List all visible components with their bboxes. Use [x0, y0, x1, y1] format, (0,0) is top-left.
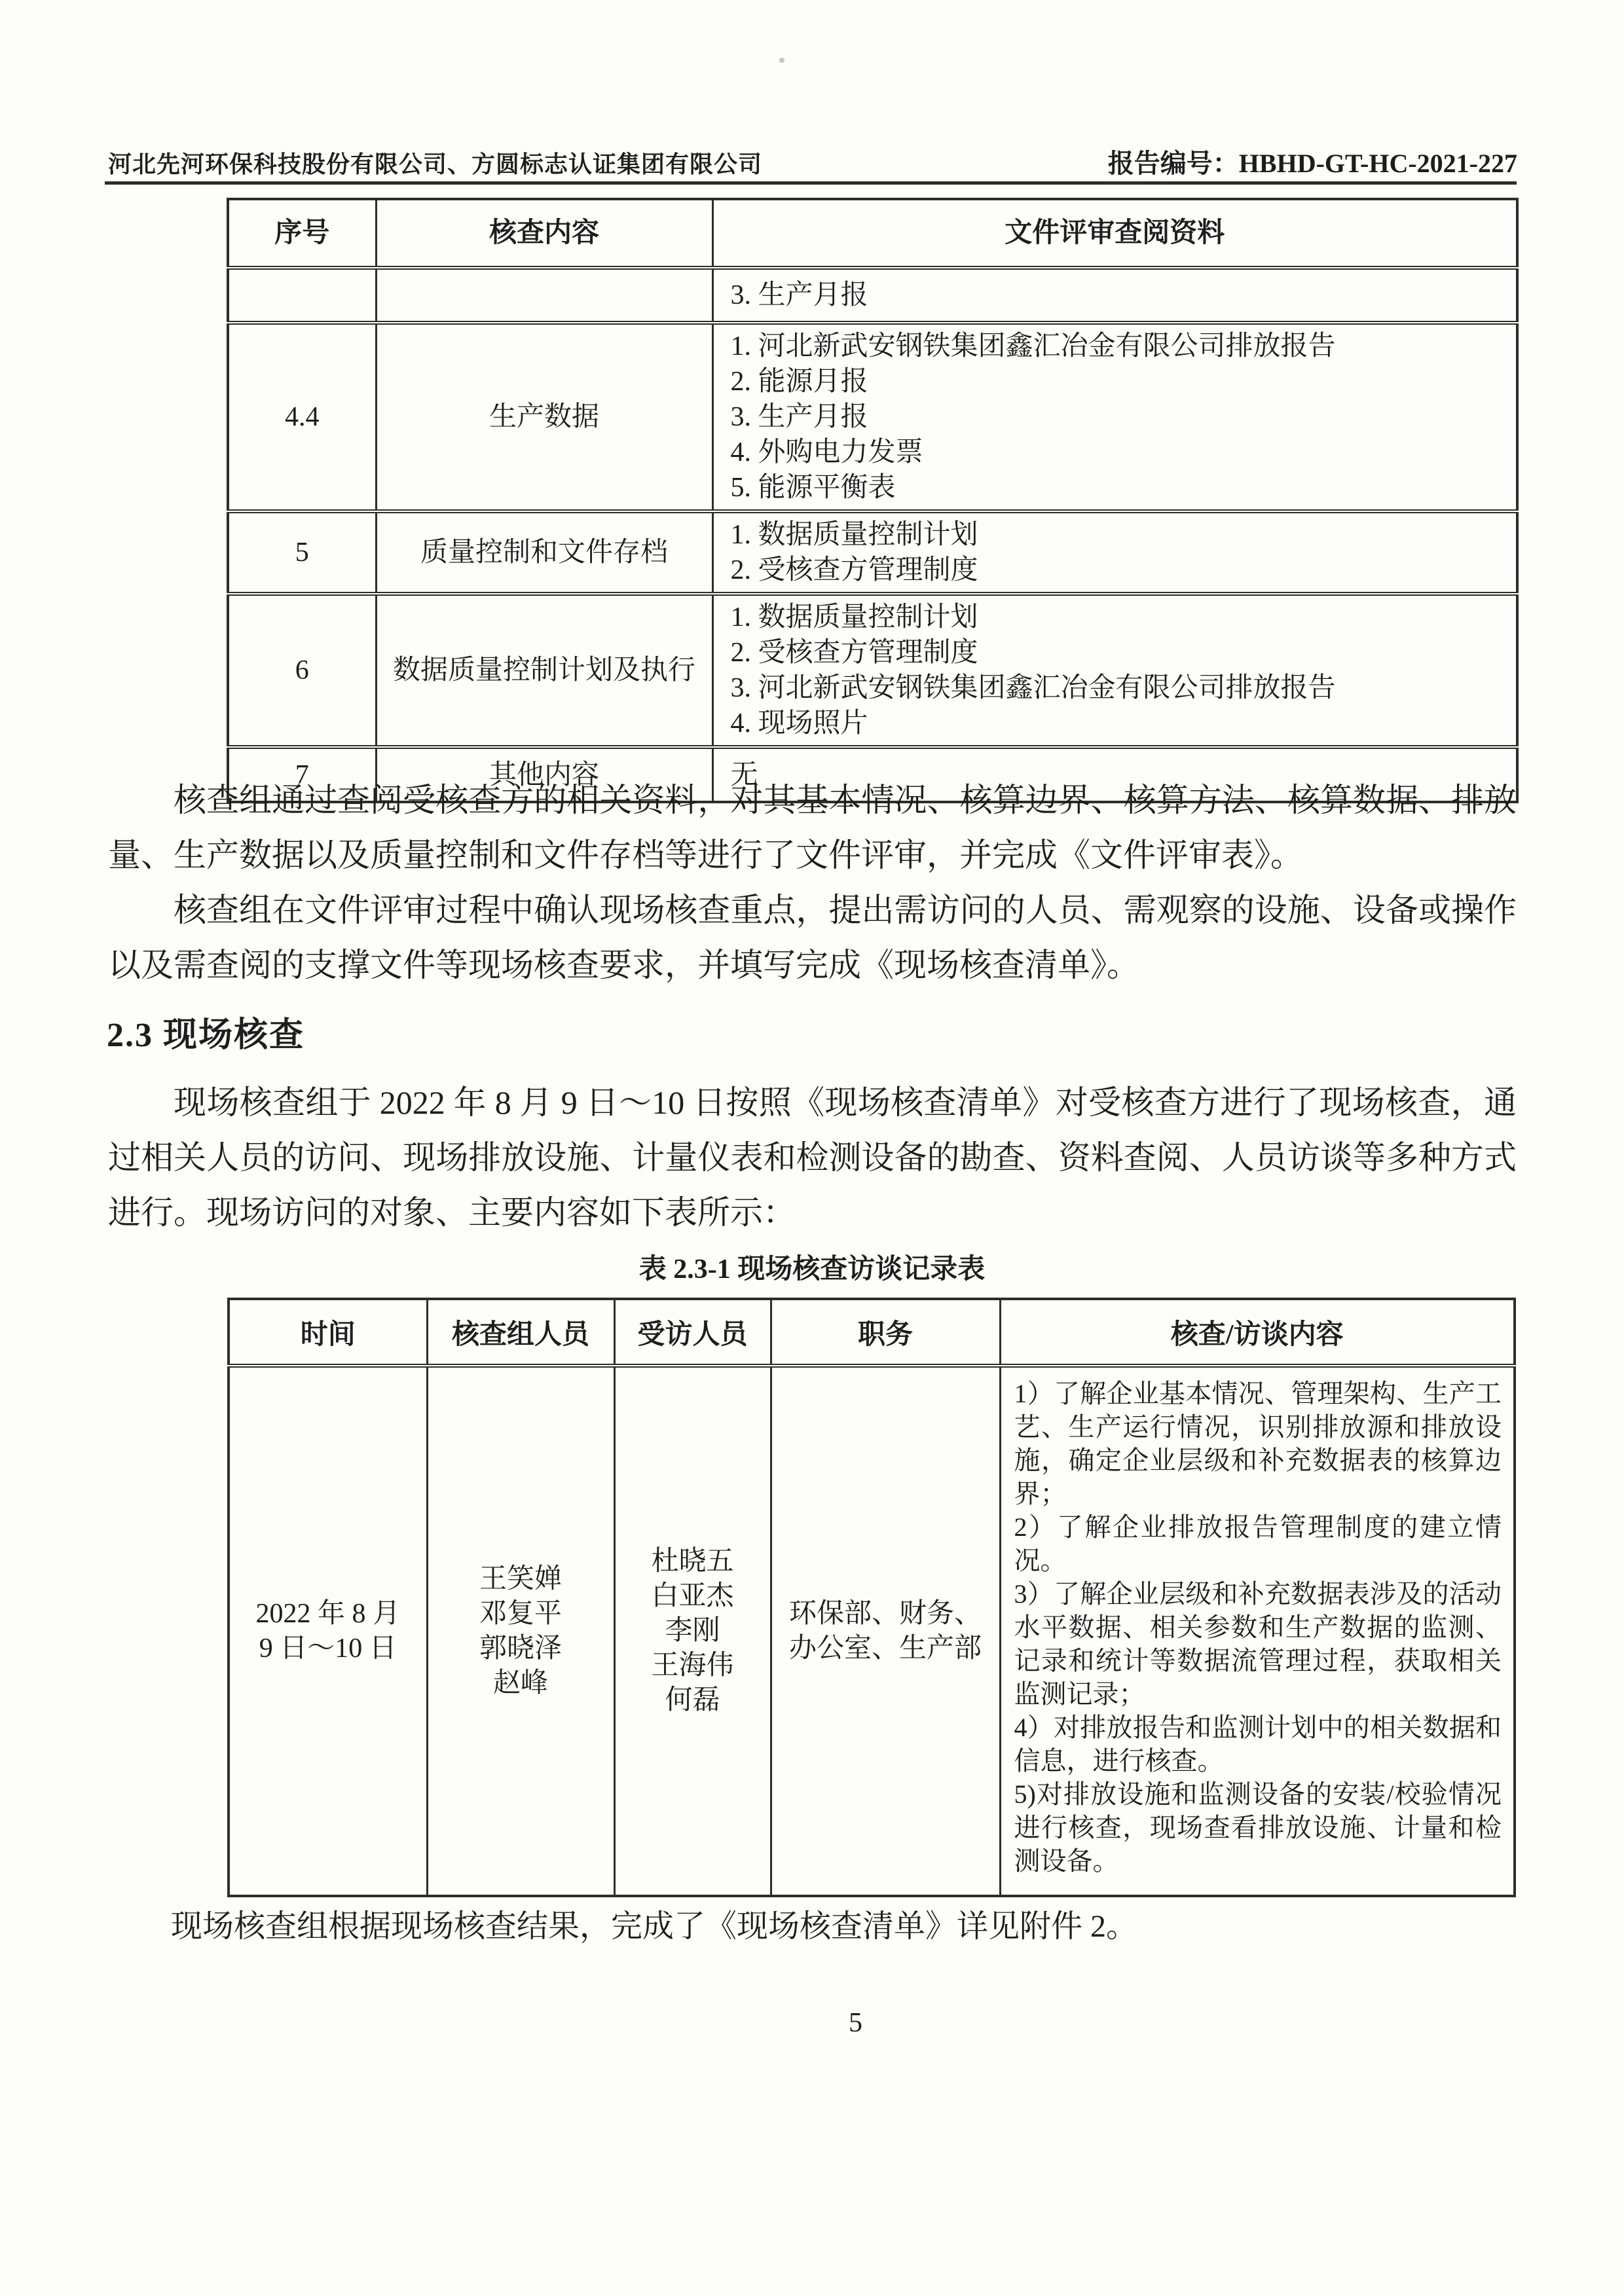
doc-item: 2. 能源月报	[730, 367, 868, 397]
interviewee-name: 杜晓五	[651, 1546, 734, 1576]
table-header-row	[229, 1299, 1515, 1366]
col-header-seq: 序号	[228, 199, 376, 268]
seq-cell	[228, 268, 376, 323]
docs-cell	[712, 268, 1517, 323]
content-cell: 其他内容	[376, 747, 712, 802]
content-cell: 质量控制和文件存档	[376, 511, 712, 594]
table-header-row	[228, 199, 1517, 268]
content-item: 2）了解企业排放报告管理制度的建立情况。	[1014, 1512, 1502, 1575]
onsite-verification-paragraphs	[108, 1075, 1517, 1240]
interviewee-name: 何磊	[665, 1685, 720, 1715]
table-row	[228, 268, 1517, 323]
document-review-table	[227, 198, 1519, 803]
seq-cell: 5	[228, 511, 376, 594]
col-header-docs: 文件评审查阅资料	[712, 199, 1517, 268]
interviewees-cell	[614, 1366, 771, 1896]
paragraph: 核查组通过查阅受核查方的相关资料，对其基本情况、核算边界、核算方法、核算数据、排放量、生产数据以及质量控制和文件存档等进行了文件评审，并完成《文件评审表》。	[108, 782, 1517, 873]
interviewee-name: 王海伟	[651, 1650, 734, 1681]
col-header-interviewees: 受访人员	[614, 1299, 771, 1366]
paragraph: 核查组在文件评审过程中确认现场核查重点，提出需访问的人员、需观察的设施、设备或操作以及需查阅的支撑文件等现场核查要求，并填写完成《现场核查清单》。	[108, 892, 1517, 983]
docs-cell	[712, 594, 1517, 747]
doc-item: 5. 能源平衡表	[730, 473, 896, 503]
scan-artifact-dot	[779, 58, 784, 63]
docs-cell	[712, 511, 1517, 594]
col-header-position: 职务	[771, 1299, 1000, 1366]
table-row	[228, 594, 1517, 747]
document-review-paragraphs	[108, 773, 1517, 993]
doc-item: 2. 受核查方管理制度	[730, 638, 978, 668]
paragraph: 现场核查组于 2022 年 8 月 9 日～10 日按照《现场核查清单》对受核查方进行了现场核查，通过相关人员的访问、现场排放设施、计量仪表和检测设备的勘查、资料查阅、人员访谈等多种方式进行。现场访问的对象、主要内容如下表所示：	[108, 1084, 1517, 1231]
verifier-name: 郭晓泽	[479, 1633, 562, 1664]
content-item: 1）了解企业基本情况、管理架构、生产工艺、生产运行情况，识别排放源和排放设施，确定企业层级和补充数据表的核算边界；	[1014, 1379, 1502, 1508]
col-header-time: 时间	[229, 1299, 427, 1366]
header-report-number	[1108, 143, 1517, 180]
doc-item: 4. 外购电力发票	[730, 437, 923, 467]
doc-item: 无	[730, 759, 758, 790]
doc-item: 1. 数据质量控制计划	[730, 520, 978, 550]
docs-cell	[712, 323, 1517, 511]
page-number: 5	[849, 2008, 862, 2038]
doc-item: 4. 现场照片	[730, 708, 868, 738]
doc-item: 2. 受核查方管理制度	[730, 555, 978, 585]
content-cell: 数据质量控制计划及执行	[376, 594, 712, 747]
time-line: 2022 年 8 月	[255, 1598, 400, 1629]
doc-item: 1. 河北新武安钢铁集团鑫汇冶金有限公司排放报告	[730, 331, 1336, 361]
verifier-name: 邓复平	[479, 1598, 562, 1629]
table-row	[228, 511, 1517, 594]
header-rule	[105, 181, 1517, 185]
verifiers-cell	[427, 1366, 614, 1896]
content-item: 3）了解企业层级和补充数据表涉及的活动水平数据、相关参数和生产数据的监测、记录和统计等数据流管理过程，获取相关监测记录；	[1014, 1579, 1502, 1709]
time-cell	[229, 1366, 427, 1896]
seq-cell: 4.4	[228, 323, 376, 511]
col-header-interview-content: 核查/访谈内容	[1000, 1299, 1515, 1366]
section-heading-2-3: 2.3 现场核查	[107, 1017, 305, 1054]
closing-paragraph: 现场核查组根据现场核查结果，完成了《现场核查清单》详见附件 2。	[171, 1909, 1138, 1944]
doc-item: 1. 数据质量控制计划	[730, 602, 978, 632]
col-header-content: 核查内容	[376, 199, 712, 268]
content-cell: 生产数据	[376, 323, 712, 511]
content-item: 4）对排放报告和监测计划中的相关数据和信息，进行核查。	[1014, 1713, 1502, 1776]
doc-item: 3. 生产月报	[730, 280, 868, 310]
time-line: 9 日～10 日	[259, 1633, 397, 1664]
report-number-label: 报告编号：	[1107, 149, 1239, 178]
report-number-value: HBHD-GT-HC-2021-227	[1238, 149, 1517, 178]
page-header	[108, 143, 1517, 180]
table-row	[228, 323, 1517, 511]
seq-cell: 7	[228, 747, 376, 802]
col-header-verifiers: 核查组人员	[427, 1299, 614, 1366]
seq-cell: 6	[228, 594, 376, 747]
doc-item: 3. 河北新武安钢铁集团鑫汇冶金有限公司排放报告	[730, 673, 1336, 703]
table-row	[229, 1366, 1515, 1896]
header-company-names: 河北先河环保科技股份有限公司、方圆标志认证集团有限公司	[108, 151, 763, 177]
onsite-interview-table	[227, 1298, 1516, 1897]
verifier-name: 赵峰	[492, 1667, 548, 1698]
doc-item: 3. 生产月报	[730, 402, 868, 432]
verifier-name: 王笑婵	[479, 1563, 562, 1594]
interview-content-cell	[1000, 1366, 1515, 1896]
table-2-3-1-caption: 表 2.3-1 现场核查访谈记录表	[638, 1254, 986, 1285]
position-cell: 环保部、财务、办公室、生产部	[771, 1366, 1000, 1896]
interviewee-name: 白亚杰	[651, 1581, 734, 1611]
interviewee-name: 李刚	[665, 1616, 720, 1646]
content-cell	[376, 268, 712, 323]
content-item: 5)对排放设施和监测设备的安装/校验情况进行核查，现场查看排放设施、计量和检测设备。	[1014, 1779, 1502, 1876]
